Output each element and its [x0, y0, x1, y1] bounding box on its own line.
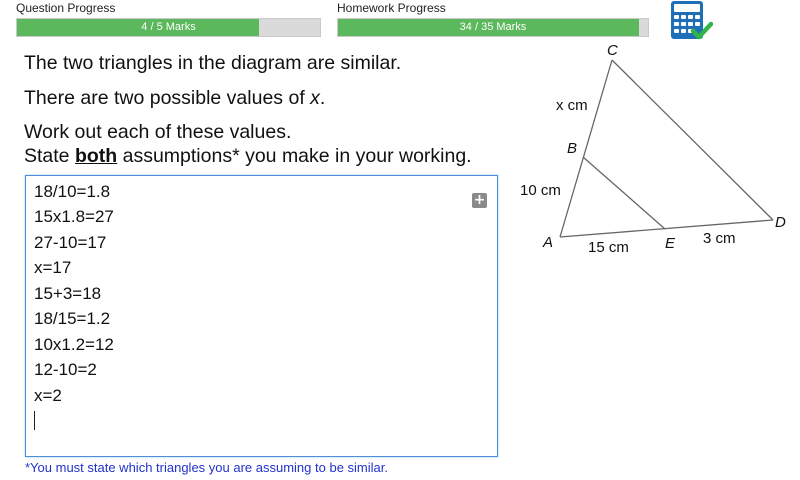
answer-line: 15x1.8=27 — [34, 207, 114, 226]
answer-line: 27-10=17 — [34, 233, 107, 252]
plus-square-icon[interactable]: + — [473, 192, 486, 208]
footnote: *You must state which triangles you are assuming to be similar. — [25, 460, 388, 475]
homework-progress-text: 34 / 35 Marks — [459, 21, 527, 33]
label-ae: 15 cm — [588, 239, 629, 256]
answer-line: x=17 — [34, 258, 72, 277]
question-line-3: Work out each of these values. — [24, 121, 292, 143]
triangle-diagram — [515, 40, 795, 265]
text-cursor — [34, 411, 35, 430]
question-progress-text: 4 / 5 Marks — [141, 21, 196, 33]
answer-input[interactable] — [25, 175, 498, 457]
answer-line: 18/10=1.8 — [34, 182, 111, 201]
point-a-label: A — [543, 234, 554, 251]
point-c-label: C — [607, 42, 618, 59]
label-ed: 3 cm — [703, 230, 736, 247]
answer-line: 12-10=2 — [34, 360, 97, 379]
homework-progress-bar — [337, 18, 649, 37]
point-e-label: E — [665, 235, 676, 252]
homework-progress-label: Homework Progress — [337, 1, 446, 15]
answer-line: x=2 — [34, 386, 62, 405]
question-line-4: State both assumptions* you make in your working. — [24, 145, 472, 167]
point-d-label: D — [775, 214, 786, 231]
question-line-2: There are two possible values of x. — [24, 87, 326, 109]
question-progress-label: Question Progress — [16, 1, 116, 15]
side-cd — [612, 60, 773, 220]
question-line-1: The two triangles in the diagram are similar. — [24, 52, 402, 74]
point-b-label: B — [567, 140, 578, 157]
label-ab: 10 cm — [520, 182, 561, 199]
answer-line: 10x1.2=12 — [34, 335, 114, 354]
answer-line: 15+3=18 — [34, 284, 102, 303]
label-bc: x cm — [556, 97, 588, 114]
segment-be — [583, 157, 665, 229]
answer-line: 18/15=1.2 — [34, 309, 111, 328]
calculator-check-icon[interactable] — [669, 0, 713, 42]
question-progress-bar — [16, 18, 321, 37]
